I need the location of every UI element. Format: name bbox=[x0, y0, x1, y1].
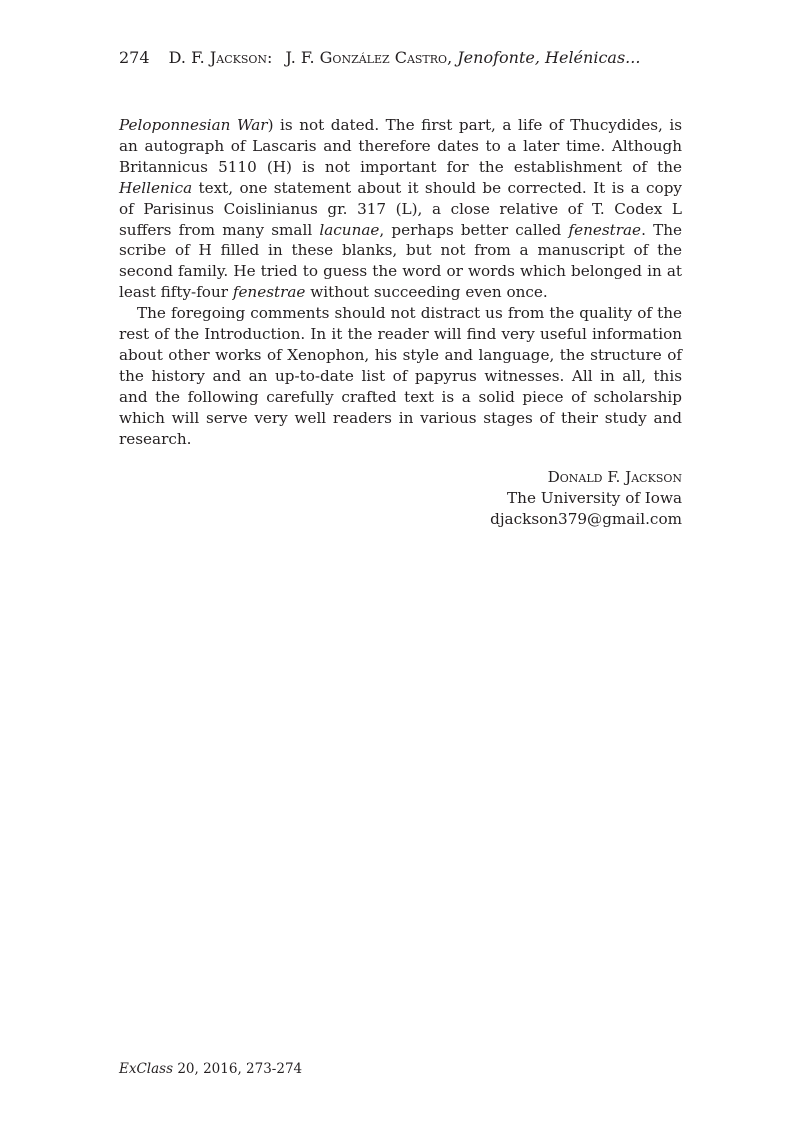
p1-italic-fenestrae: fenestrae bbox=[568, 220, 642, 239]
running-header bbox=[119, 46, 699, 70]
signature-block bbox=[490, 467, 682, 530]
header-author: J. F. González Castro, bbox=[285, 48, 453, 67]
review-body bbox=[119, 115, 682, 450]
signature-name: Donald F. Jackson bbox=[547, 468, 682, 486]
header-work-title: Jenofonte, Helénicas... bbox=[457, 48, 641, 67]
header-reviewer: D. F. Jackson: bbox=[168, 48, 273, 67]
p1-text-c: , perhaps better called bbox=[379, 220, 569, 239]
footer-journal: ExClass bbox=[119, 1061, 174, 1077]
signature-affiliation: The University of Iowa bbox=[507, 489, 682, 507]
p1-text-e: without succeeding even once. bbox=[305, 283, 548, 302]
paragraph-1 bbox=[119, 115, 682, 303]
page-number: 274 bbox=[119, 48, 150, 67]
signature-email: djackson379@gmail.com bbox=[490, 510, 682, 528]
paragraph-2: The foregoing comments should not distract us from the quality of the rest of the Introduction. In it the reader will find very useful information about other works of Xenophon, his style and language, the structure of the history and an up-to-date list of papyrus witnesses. All in all, this and the following carefully crafted text is a solid piece of scholarship which will serve very well readers in various stages of their study and research. bbox=[119, 304, 682, 448]
page-footer bbox=[119, 1060, 302, 1078]
p1-text-d: . The scribe of H filled in these blanks, but not from a manuscript of the second family. He tried to guess the word or words which belonged in at least fifty-four bbox=[119, 220, 682, 302]
p1-text-b: text, one statement about it should be corrected. It is a copy of Parisinus Coislinianus gr. 317 (L), a close relative of T. Codex L suffers from many small bbox=[119, 178, 682, 239]
p1-italic-fenestrae-2: fenestrae bbox=[232, 283, 306, 302]
p1-text-a: ) is not dated. The first part, a life of Thucydides, is an autograph of Lascaris and therefore dates to a later time. Although Britannicus 5110 (H) is not important for the establishment of the bbox=[119, 116, 682, 176]
footer-citation: 20, 2016, 273-274 bbox=[173, 1061, 303, 1077]
p1-italic-hellenica: Hellenica bbox=[119, 178, 193, 197]
p1-italic-lacunae: lacunae bbox=[319, 220, 380, 239]
p1-italic-title: Peloponnesian War bbox=[119, 116, 268, 134]
